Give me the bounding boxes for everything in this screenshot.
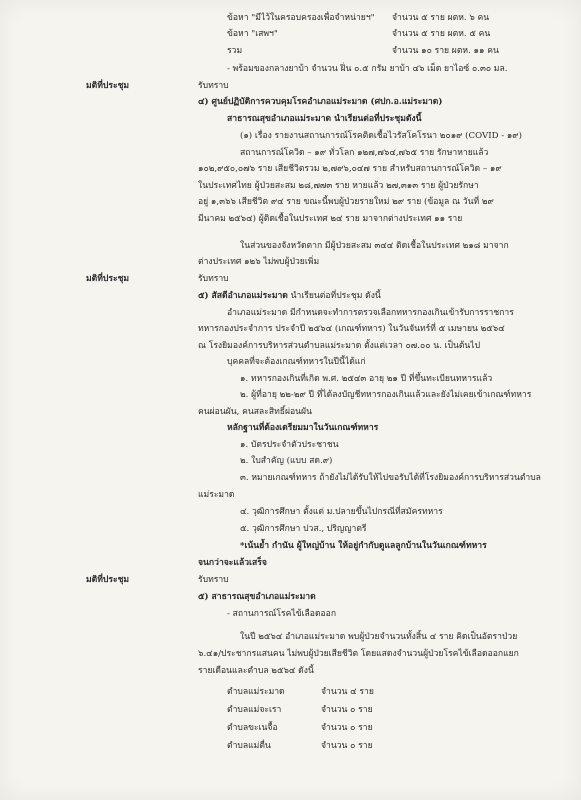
acknowledged-text: รับทราบ	[198, 575, 229, 585]
list-item: ๒. ใบสำคัญ (แบบ สด.๙)	[240, 456, 333, 466]
section-title-rest: นำเรียนต่อที่ประชุม ดังนี้	[287, 291, 381, 301]
charge-count: จำนวน ๕ ราย ผตห. ๕ คน	[392, 29, 491, 39]
paragraph-line: ต่างประเทศ ๑๒๖ ไม่พบผู้ป่วยเพิ่ม	[198, 257, 320, 267]
paragraph-line: รายเดือนและตำบล ๒๕๖๔ ดังนี้	[198, 666, 314, 676]
meeting-label: มติที่ประชุม	[86, 274, 130, 284]
subdistrict-name: ตำบลแม่ตื่น	[227, 741, 271, 751]
paragraph-line: ณ โรงยิมองค์การบริหารส่วนตำบลแม่ระมาด ตั้งแต่เวลา ๐๗.๐๐ น. เป็นต้นไป	[198, 341, 481, 351]
emphasis-line: จนกว่าจะแล้วเสร็จ	[198, 558, 267, 568]
meeting-label: มติที่ประชุม	[86, 575, 130, 585]
list-item: ๑. บัตรประจำตัวประชาชน	[240, 440, 339, 450]
docs-heading: หลักฐานที่ต้องเตรียมมาในวันเกณฑ์ทหาร	[227, 423, 379, 433]
section-title: ๕) สัสดีอำเภอแม่ระมาด	[198, 291, 288, 301]
paragraph-line: สถานการณ์โควิด – ๑๙ ทั่วโลก ๑๒๗,๗๖๔,๗๖๕ ราย รักษาหายแล้ว	[240, 148, 489, 158]
list-item: แม่ระมาด	[198, 490, 235, 500]
acknowledged-text: รับทราบ	[198, 81, 229, 91]
paragraph-line: ๑๐๒,๙๕๐,๐๗๖ ราย เสียชีวิตรวม ๒,๗๙๖,๐๔๗ ราย สำหรับสถานการณ์โควิด – ๑๙	[198, 164, 502, 174]
list-item: ๒. ผู้ที่อายุ ๒๒-๒๙ ปี ที่ได้ลงบัญชีทหารกองเกินแล้วและยังไม่เคยเข้าเกณฑ์ทหาร	[240, 390, 532, 400]
paragraph-line: ในปี ๒๕๖๔ อำเภอแม่ระมาด พบผู้ป่วยจำนวนทั้งสิ้น ๔ ราย คิดเป็นอัตราป่วย	[240, 632, 518, 642]
list-item: คนผ่อนผัน, คนสละสิทธิ์ผ่อนผัน	[198, 407, 312, 417]
subdistrict-count: จำนวน ๐ ราย	[321, 723, 373, 733]
charge-count: จำนวน ๑๐ ราย ผตห. ๑๑ คน	[392, 46, 499, 56]
emphasis-line: *เน้นย้ำ กำนัน ผู้ใหญ่บ้าน ให้อยู่กำกับดูแลลูกบ้านในวันเกณฑ์ทหาร	[240, 541, 487, 551]
section-heading: ๕) สาธารณสุขอำเภอแม่ระมาด	[198, 592, 316, 602]
charge-name: ข้อหา "มีไว้ในครอบครองเพื่อจำหน่ายฯ"	[227, 13, 375, 23]
charge-name: รวม	[227, 46, 243, 56]
acknowledged-text: รับทราบ	[198, 274, 229, 284]
subdistrict-count: จำนวน ๐ ราย	[321, 741, 373, 751]
bullet-line: - สถานการณ์โรคไข้เลือดออก	[227, 609, 337, 619]
charge-name: ข้อหา "เสพฯ"	[227, 29, 278, 39]
section-subheading: สาธารณสุขอำเภอแม่ระมาด นำเรียนต่อที่ประชุมดังนี้	[227, 114, 422, 124]
list-item: ๑. ทหารกองเกินที่เกิด พ.ศ. ๒๕๔๓ อายุ ๒๑ ปี ที่ขึ้นทะเบียนทหารแล้ว	[240, 374, 493, 384]
paragraph-line: อำเภอแม่ระมาด มีกำหนดจะทำการตรวจเลือกทหารกองเกินเข้ารับการราชการ	[227, 308, 514, 318]
subdistrict-name: ตำบลแม่จะเรา	[227, 705, 282, 715]
paragraph-line: อยู่ ๑,๓๖๖ เสียชีวิต ๙๔ ราย ขณะนี้พบผู้ป่วยรายใหม่ ๒๙ ราย (ข้อมูล ณ วันที่ ๒๙	[198, 197, 494, 207]
subdistrict-name: ตำบลแม่ระมาด	[227, 687, 285, 697]
topic-line: (๑) เรื่อง รายงานสถานการณ์โรคติดเชื้อไวรัสโคโรนา ๒๐๑๙ (COVID - ๑๙)	[240, 131, 522, 141]
paragraph-line: ในประเทศไทย ผู้ป่วยสะสม ๒๘,๗๗๓ ราย หายแล้ว ๒๗,๓๑๓ ราย ผู้ป่วยรักษา	[198, 181, 479, 191]
paragraph-line: ทหารกองประจำการ ประจำปี ๒๕๖๔ (เกณฑ์ทหาร) ในวันจันทร์ที่ ๕ เมษายน ๒๕๖๔	[198, 324, 505, 334]
list-item: ๓. หมายเกณฑ์ทหาร ถ้ายังไม่ได้รับให้ไปขอรับได้ที่โรงยิมองค์การบริหารส่วนตำบล	[240, 473, 541, 483]
seized-note: - พร้อมของกลางยาบ้า จำนวน ฝิ่น ๐.๕ กรัม ยาบ้า ๔๖ เม็ด ยาไอซ์ ๐.๓๐ มล.	[227, 64, 508, 74]
paragraph-line: ในส่วนของจังหวัดตาก มีผู้ป่วยสะสม ๓๔๔ ติดเชื้อในประเทศ ๒๑๘ มาจาก	[240, 241, 509, 251]
who-label: บุคคลที่จะต้องเกณฑ์ทหารในปีนี้ได้แก่	[227, 357, 366, 367]
section-heading	[198, 290, 381, 303]
list-item: ๕. วุฒิการศึกษา ปวส., ปริญญาตรี	[240, 524, 367, 534]
section-heading: ๔) ศูนย์ปฏิบัติการควบคุมโรคอำเภอแม่ระมาด (ศปก.อ.แม่ระมาด)	[198, 97, 443, 107]
paragraph-line: ๖.๔๑/ประชากรแสนคน ไม่พบผู้ป่วยเสียชีวิต โดยแสดงจำนวนผู้ป่วยโรคไข้เลือดออกแยก	[198, 649, 519, 659]
charge-count: จำนวน ๕ ราย ผตห. ๖ คน	[392, 13, 490, 23]
subdistrict-count: จำนวน ๐ ราย	[321, 705, 373, 715]
paragraph-line: มีนาคม ๒๕๖๔) ผู้ติดเชื้อในประเทศ ๒๔ ราย มาจากต่างประเทศ ๑๑ ราย	[198, 214, 463, 224]
meeting-label: มติที่ประชุม	[86, 81, 130, 91]
list-item: ๔. วุฒิการศึกษา ตั้งแต่ ม.ปลายขึ้นไปกรณีที่สมัครทหาร	[240, 507, 443, 517]
subdistrict-name: ตำบลขะเนจื้อ	[227, 723, 278, 733]
subdistrict-count: จำนวน ๔ ราย	[321, 687, 374, 697]
